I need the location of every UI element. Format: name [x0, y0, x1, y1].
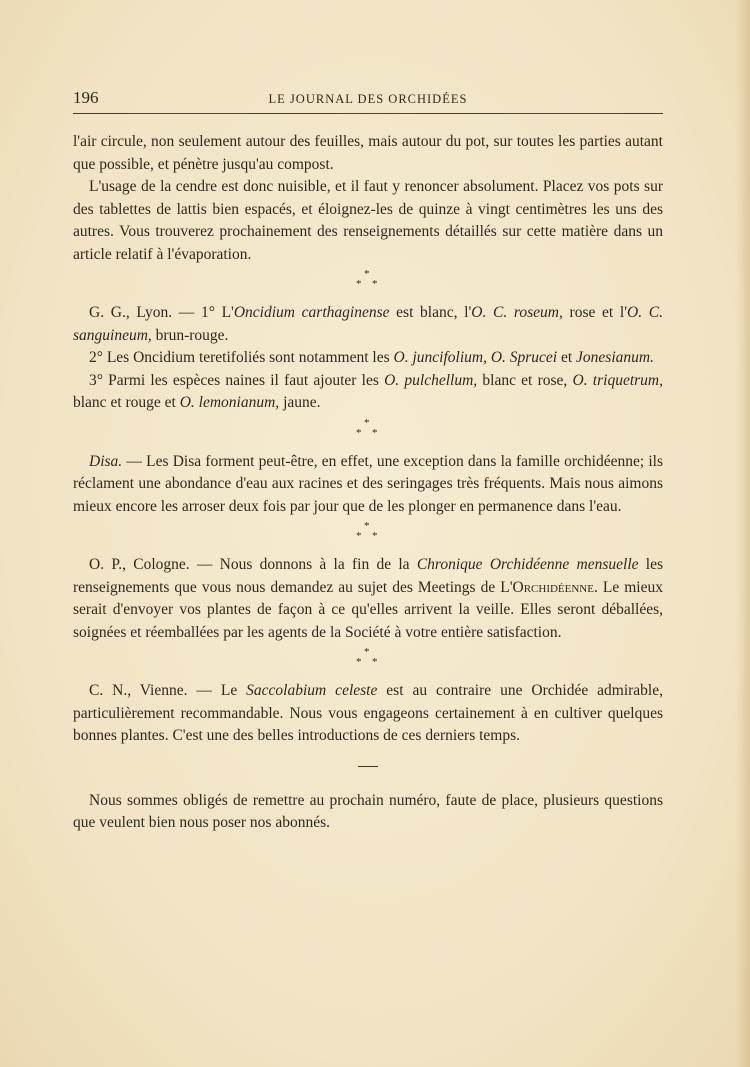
running-title: LE JOURNAL DES ORCHIDÉES: [268, 92, 468, 106]
species-name: O. C. roseum,: [471, 304, 563, 321]
species-name: Oncidium carthaginense: [233, 304, 390, 321]
species-name: O. triquetrum,: [572, 371, 663, 389]
society-name: L'Orchidéenne: [500, 578, 594, 596]
paragraph-lyon-answer: [73, 302, 663, 347]
text-run: 3° Parmi les espèces naines il faut ajouter les: [89, 371, 385, 389]
text-run: 2° Les Oncidium teretifoliés sont notamment les: [89, 349, 394, 366]
species-name: O. juncifolium, O. Sprucei: [393, 349, 558, 366]
species-name: O. lemonianum,: [179, 394, 280, 411]
asterism-star: *: [372, 426, 378, 439]
text-run: jaune.: [279, 394, 321, 411]
text-run: . Le mieux serait d'envoyer vos plantes de façon à ce qu'elles arrivent la veille. Elles seront déballées, soignées et réemballées par les agents de la Société à votre entière satisfaction.: [73, 578, 663, 641]
asterism-separator: [353, 418, 383, 448]
paragraph-cendre: [73, 176, 663, 266]
paragraph-vienne-answer: [73, 680, 663, 748]
paragraph-continuation: [73, 131, 663, 176]
text-run: est blanc, l': [389, 304, 472, 321]
asterism-star: *: [364, 646, 370, 658]
page-number: 196: [73, 88, 99, 107]
text-run: est au contraire une Orchidée admirable, particulièrement recommandable. Nous vous engageons certainement à en cultiver quelques bonnes plantes. C'est une des belles introductions de ces derniers temps.: [73, 682, 663, 744]
text-run: Nous sommes obligés de remettre au prochain numéro, faute de place, plusieurs questions que veulent bien nous poser nos abonnés.: [73, 791, 663, 831]
section-divider: [358, 766, 378, 767]
asterism-separator: [353, 269, 383, 299]
text-run: L'usage de la cendre est donc nuisible, et il faut y renoncer absolument. Placez vos pots sur des tablettes de lattis bien espacés, et éloignez-les de quinze à vingt centimètres les uns des autres. Vous trouverez prochainement des renseignements détaillés sur cette matière dans un article relatif à l'évaporation.: [73, 178, 663, 263]
text-run: l'air circule, non seulement autour des feuilles, mais autour du pot, sur toutes les parties autant que possible, et pénètre jusqu'au compost.: [73, 133, 663, 173]
article-body: [73, 131, 663, 835]
text-run: — Les Disa forment peut-être, en effet, une exception dans la famille orchidéenne; ils réclament une abondance d'eau aux racines et des seringages très fréquents. Mais nous aimons mieux encore les arroser deux fois par jour que de les plonger en permanence dans l'eau.: [73, 452, 663, 515]
text-run: O. P., Cologne. — Nous donnons à la fin de la: [89, 556, 417, 573]
asterism-star: *: [372, 656, 378, 668]
page-header: [73, 86, 663, 110]
asterism-star: *: [372, 530, 378, 542]
asterism-star: *: [364, 416, 370, 429]
asterism-star: *: [364, 520, 370, 532]
asterism-star: *: [356, 656, 362, 668]
genus-name: Disa.: [89, 452, 123, 470]
text-run: blanc et rouge et: [73, 394, 180, 411]
asterism-star: *: [356, 426, 362, 439]
asterism-star: *: [372, 278, 378, 290]
text-run: brun-rouge.: [151, 326, 229, 344]
text-run: G. G., Lyon. — 1° L': [89, 304, 234, 321]
asterism-star: *: [356, 278, 362, 290]
text-run: C. N., Vienne. — Le: [89, 682, 247, 699]
header-rule: [73, 113, 663, 114]
asterism-star: *: [356, 530, 362, 542]
paragraph-especes-naines: [73, 370, 663, 415]
text-run: et: [557, 349, 577, 366]
text-run: blanc et rose,: [477, 371, 573, 389]
species-name: Jonesianum.: [576, 349, 654, 366]
paragraph-cologne-answer: [73, 554, 663, 644]
species-name: O. pulchellum,: [384, 371, 478, 389]
text-run: les renseignements que vous nous demandez au sujet des Meetings de: [73, 556, 664, 596]
species-name: Saccolabium celeste: [246, 682, 378, 699]
publication-title: Chronique Orchidéenne mensuelle: [416, 556, 639, 573]
asterism-star: *: [364, 268, 370, 280]
asterism-separator: [353, 647, 383, 677]
species-name: O. C. sanguineum,: [73, 304, 663, 344]
paragraph-disa: [73, 451, 663, 519]
page-edge-shadow: [736, 0, 750, 1067]
text-run: rose et l': [562, 304, 628, 321]
paragraph-teretifolies: [73, 347, 663, 370]
paragraph-closing-note: [73, 790, 663, 835]
asterism-separator: [353, 521, 383, 551]
